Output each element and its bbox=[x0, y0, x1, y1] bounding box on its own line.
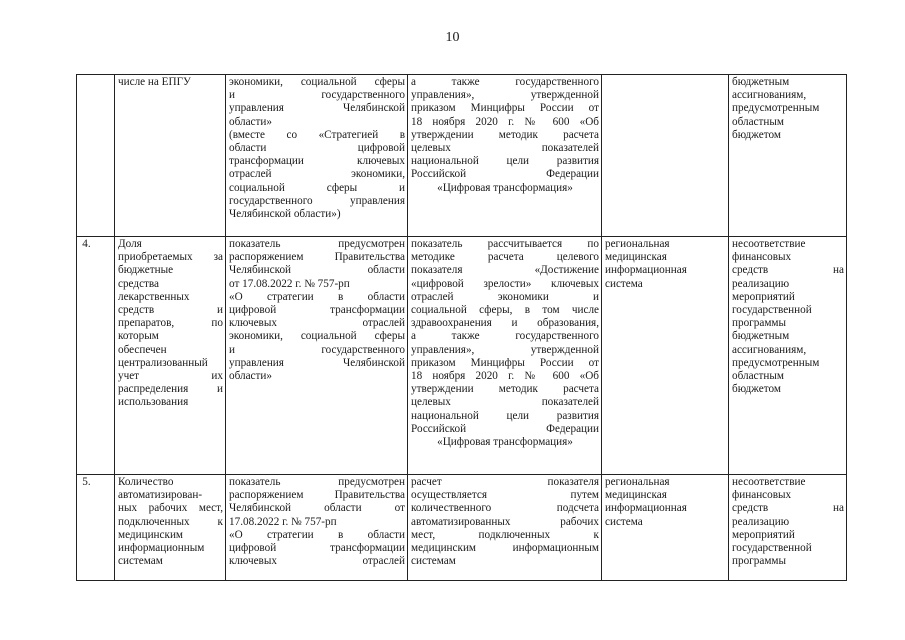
cell-text-line: Челябинской области от bbox=[229, 502, 405, 515]
cell-text-line: утверждении методик расчета bbox=[411, 128, 599, 141]
cell-text-line: области» bbox=[229, 370, 272, 383]
indicator-cell bbox=[115, 475, 226, 581]
cell-text-line: трансформации ключевых bbox=[229, 155, 405, 168]
table-row bbox=[77, 475, 847, 581]
cell-text-line: области» bbox=[229, 115, 272, 128]
cell-text-line: целевых показателей bbox=[411, 396, 599, 409]
cell-text-line: целевых показателей bbox=[411, 142, 599, 155]
cell-text-line: медицинским информационным bbox=[411, 542, 599, 555]
indicators-table bbox=[76, 74, 847, 581]
basis-cell bbox=[226, 237, 408, 475]
cell-text-line: «О стратегии в области bbox=[229, 290, 405, 303]
cell-text-line: Количество bbox=[118, 476, 174, 488]
cell-text-line: программы bbox=[732, 317, 786, 330]
cell-text-line: приказом Минцифры России от bbox=[411, 102, 599, 115]
indicator-cell bbox=[115, 75, 226, 237]
cell-text-line: количественного подсчета bbox=[411, 502, 599, 515]
cell-text-line: централизованный bbox=[118, 356, 208, 369]
cell-text-line: информационная bbox=[605, 502, 687, 515]
cell-text-line: учет их bbox=[118, 370, 223, 383]
cell-text-line: отраслей экономики и bbox=[411, 290, 599, 303]
cell-text-line: социальной сферы и bbox=[229, 181, 405, 194]
method-cell bbox=[408, 237, 602, 475]
cell-text-line: автоматизированных рабочих bbox=[411, 515, 599, 528]
cell-text-line: реализацию bbox=[732, 277, 790, 290]
cell-text-line: показатель предусмотрен bbox=[229, 476, 405, 488]
cell-text-line: система bbox=[605, 515, 643, 528]
basis-cell bbox=[226, 475, 408, 581]
cell-text-line: показателя «Достижение bbox=[411, 264, 599, 277]
table-row bbox=[77, 237, 847, 475]
cell-text-line: приказом Минцифры России от bbox=[411, 356, 599, 369]
risk-cell bbox=[729, 475, 847, 581]
cell-text-line: утверждении методик расчета bbox=[411, 383, 599, 396]
cell-text-line: обеспечен bbox=[118, 343, 167, 356]
system-cell bbox=[602, 75, 729, 237]
table-row bbox=[77, 75, 847, 237]
cell-text-line: методике расчета целевого bbox=[411, 251, 599, 264]
cell-text-line: предусмотренным bbox=[732, 356, 820, 369]
cell-text-line: распоряжением Правительства bbox=[229, 251, 405, 264]
cell-text-line: 18 ноября 2020 г. № 600 «Об bbox=[411, 115, 599, 128]
cell-text-line: бюджетом bbox=[732, 128, 781, 141]
cell-text-line: препаратов, по bbox=[118, 317, 223, 330]
cell-text-line: «цифровой зрелости» ключевых bbox=[411, 277, 599, 290]
cell-text-line: информационная bbox=[605, 264, 687, 277]
cell-text-line: 18 ноября 2020 г. № 600 «Об bbox=[411, 370, 599, 383]
cell-text-line: экономики, социальной сферы bbox=[229, 76, 405, 88]
cell-text-line: 17.08.2022 г. № 757-рп bbox=[229, 515, 337, 528]
row-number-cell bbox=[77, 75, 115, 237]
cell-text-line: мероприятий bbox=[732, 290, 795, 303]
cell-text-line: медицинская bbox=[605, 489, 667, 502]
cell-text-line: управления Челябинской bbox=[229, 102, 405, 115]
cell-text-line: области цифровой bbox=[229, 142, 405, 155]
page-number: 10 bbox=[445, 30, 460, 45]
cell-text-line: государственного управления bbox=[229, 194, 405, 207]
cell-text-line: средств на bbox=[732, 264, 844, 277]
cell-text-line: экономики, социальной сферы bbox=[229, 330, 405, 343]
cell-text-line: средства bbox=[118, 277, 160, 290]
cell-text-line: цифровой трансформации bbox=[229, 304, 405, 317]
cell-text-line: средств на bbox=[732, 502, 844, 515]
cell-text-line: медицинская bbox=[605, 251, 667, 264]
cell-text-line: распределения и bbox=[118, 383, 223, 396]
cell-text-line: реализацию bbox=[732, 515, 790, 528]
cell-text-line: и государственного bbox=[229, 343, 405, 356]
cell-text-line: отраслей экономики, bbox=[229, 168, 405, 181]
cell-text-line: Доля bbox=[118, 238, 142, 250]
cell-text-line: областным bbox=[732, 115, 784, 128]
cell-text-line: государственной bbox=[732, 304, 812, 317]
cell-text-line: региональная bbox=[605, 238, 670, 250]
cell-text-line: бюджетным bbox=[732, 76, 790, 88]
risk-cell bbox=[729, 237, 847, 475]
cell-text-line: программы bbox=[732, 555, 786, 568]
cell-text-line: управления», утвержденной bbox=[411, 89, 599, 102]
cell-text-line: Российской Федерации bbox=[411, 422, 599, 435]
cell-text-line: здравоохранения и образования, bbox=[411, 317, 599, 330]
cell-text-line: Челябинской области») bbox=[229, 208, 341, 221]
cell-text-line: медицинским bbox=[118, 528, 184, 541]
cell-text-line: «О стратегии в области bbox=[229, 528, 405, 541]
cell-text-line: мероприятий bbox=[732, 528, 795, 541]
cell-text-line: несоответствие bbox=[732, 238, 806, 250]
cell-text-line: и государственного bbox=[229, 89, 405, 102]
cell-text-line: финансовых bbox=[732, 489, 792, 502]
cell-text-line: бюджетным bbox=[732, 330, 790, 343]
cell-text-line: финансовых bbox=[732, 251, 792, 264]
risk-cell bbox=[729, 75, 847, 237]
cell-text-line: управления», утвержденной bbox=[411, 343, 599, 356]
cell-text-line: числе на ЕПГУ bbox=[118, 76, 191, 88]
cell-text-line: управления Челябинской bbox=[229, 356, 405, 369]
cell-text-line: национальной цели развития bbox=[411, 155, 599, 168]
cell-text-line: ных рабочих мест, bbox=[118, 502, 223, 515]
cell-text-line: Российской Федерации bbox=[411, 168, 599, 181]
cell-text-line: мест, подключенных к bbox=[411, 528, 599, 541]
cell-text-line: социальной сферы, в том числе bbox=[411, 304, 599, 317]
cell-text-line: приобретаемых за bbox=[118, 251, 223, 264]
cell-text-line: а также государственного bbox=[411, 76, 599, 88]
cell-text-line: показатель предусмотрен bbox=[229, 238, 405, 250]
system-cell bbox=[602, 475, 729, 581]
cell-text-line: бюджетом bbox=[732, 383, 781, 396]
cell-text-line: несоответствие bbox=[732, 476, 806, 488]
cell-text-line: средств и bbox=[118, 304, 223, 317]
method-cell bbox=[408, 475, 602, 581]
cell-text-line: использования bbox=[118, 396, 189, 409]
cell-text-line: ассигнованиям, bbox=[732, 343, 807, 356]
cell-text-line: ассигнованиям, bbox=[732, 89, 807, 102]
cell-text-line: распоряжением Правительства bbox=[229, 489, 405, 502]
basis-cell bbox=[226, 75, 408, 237]
cell-text-line: региональная bbox=[605, 476, 670, 488]
indicator-cell bbox=[115, 237, 226, 475]
cell-text-line: осуществляется путем bbox=[411, 489, 599, 502]
cell-text-line: автоматизирован- bbox=[118, 489, 203, 502]
cell-text-line: «Цифровая трансформация» bbox=[437, 436, 573, 449]
cell-text-line: показатель рассчитывается по bbox=[411, 238, 599, 250]
cell-text-line: (вместе со «Стратегией в bbox=[229, 128, 405, 141]
cell-text-line: которым bbox=[118, 330, 159, 343]
cell-text-line: национальной цели развития bbox=[411, 409, 599, 422]
cell-text-line: подключенных к bbox=[118, 515, 223, 528]
cell-text-line: «Цифровая трансформация» bbox=[437, 181, 573, 194]
cell-text-line: лекарственных bbox=[118, 290, 190, 303]
system-cell bbox=[602, 237, 729, 475]
cell-text-line: а также государственного bbox=[411, 330, 599, 343]
cell-text-line: ключевых отраслей bbox=[229, 555, 405, 568]
cell-text-line: ключевых отраслей bbox=[229, 317, 405, 330]
cell-text-line: расчет показателя bbox=[411, 476, 599, 488]
cell-text-line: информационным bbox=[118, 542, 205, 555]
cell-text-line: цифровой трансформации bbox=[229, 542, 405, 555]
cell-text-line: предусмотренным bbox=[732, 102, 820, 115]
cell-text-line: от 17.08.2022 г. № 757-рп bbox=[229, 277, 350, 290]
cell-text-line: бюджетные bbox=[118, 264, 174, 277]
row-number-cell: 4. bbox=[77, 237, 115, 475]
cell-text-line: системам bbox=[411, 555, 456, 568]
cell-text-line: системам bbox=[118, 555, 163, 568]
cell-text-line: Челябинской области bbox=[229, 264, 405, 277]
cell-text-line: система bbox=[605, 277, 643, 290]
cell-text-line: областным bbox=[732, 370, 784, 383]
cell-text-line: государственной bbox=[732, 542, 812, 555]
method-cell bbox=[408, 75, 602, 237]
row-number-cell: 5. bbox=[77, 475, 115, 581]
